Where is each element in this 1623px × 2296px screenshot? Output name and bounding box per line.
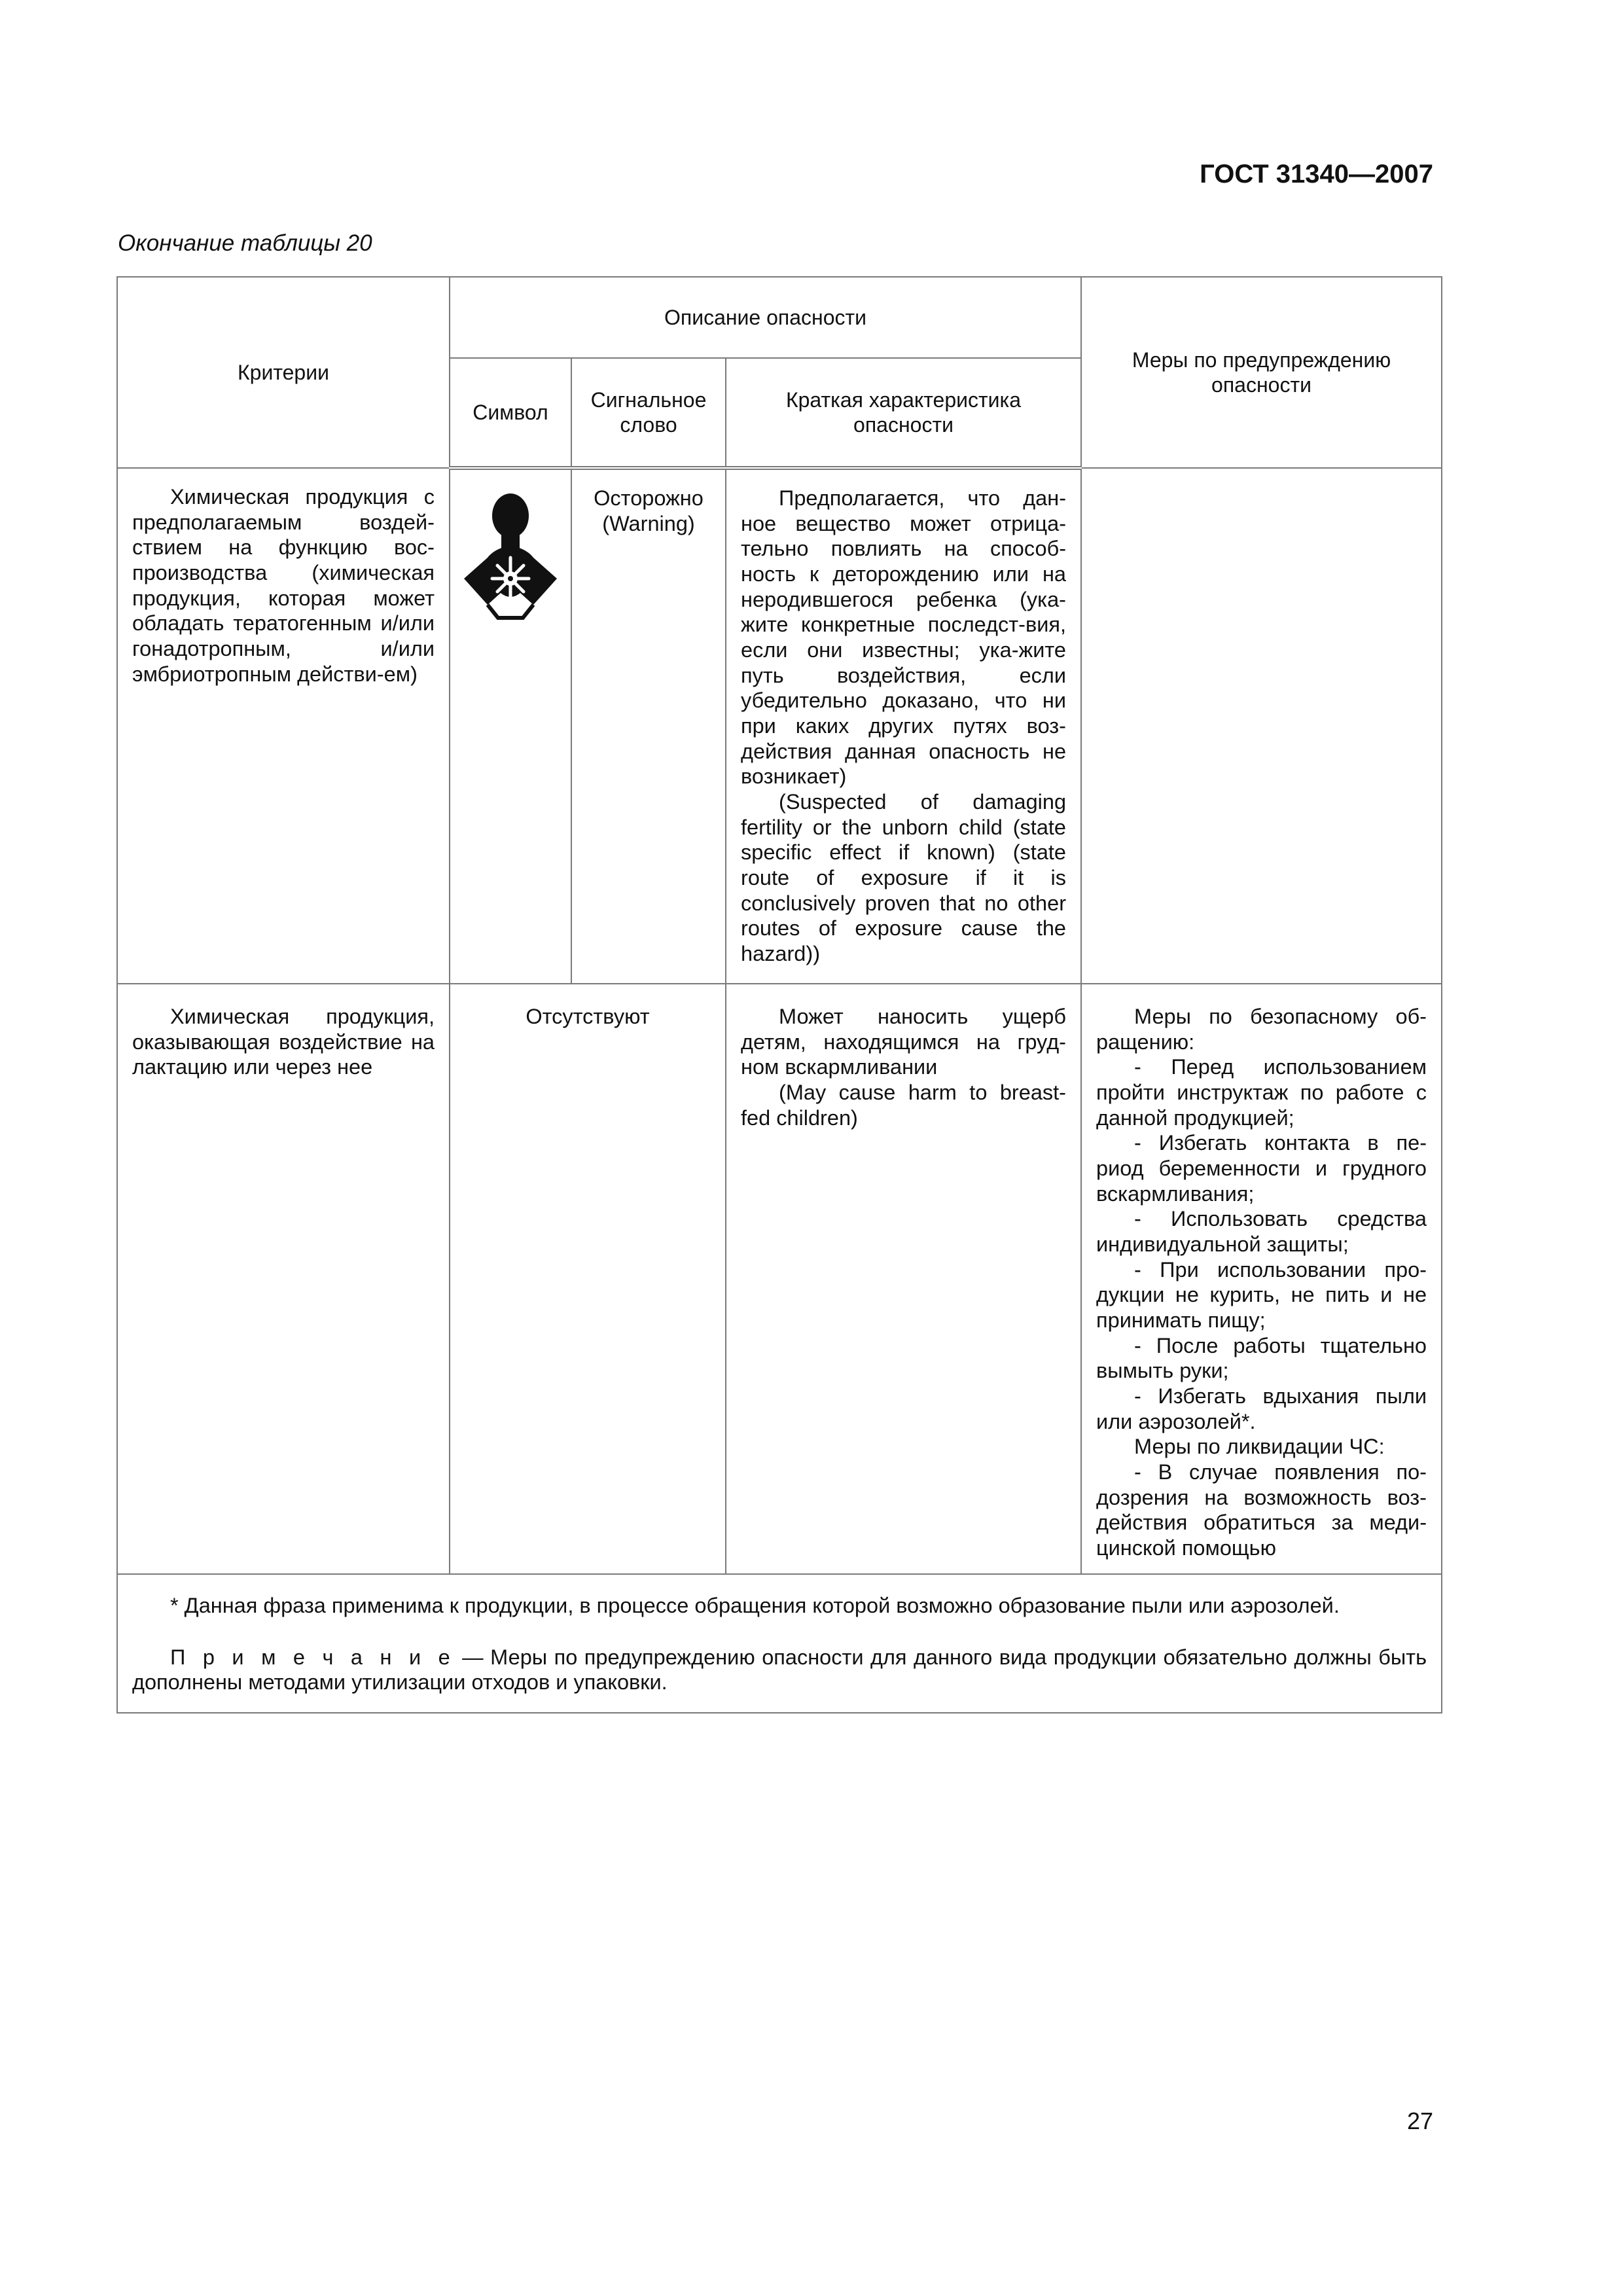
- header-criteria: Критерии: [117, 277, 450, 468]
- characteristic-cell: [726, 984, 1081, 1574]
- criteria-cell: [117, 984, 450, 1574]
- table-row: [117, 984, 1442, 1574]
- header-hazard-description: Описание опасности: [450, 277, 1081, 358]
- table-row: [117, 468, 1442, 984]
- footnote: * Данная фраза применима к продукции, в процессе обращения которой возможно образование пыли или аэрозолей.: [170, 1594, 1340, 1617]
- measures-item: - После работы тщательно вымыть руки;: [1096, 1333, 1427, 1383]
- table-caption: Окончание таблицы 20: [118, 230, 372, 256]
- signal-word-cell: [571, 468, 726, 984]
- measures-item: - В случае появления по-дозрения на возможность воз-действия обратиться за меди-цинской помощью: [1096, 1460, 1427, 1560]
- measures-item: Меры по безопасному об-ращению:: [1096, 1005, 1427, 1054]
- header-brief-characteristic: Краткая характеристика опасности: [726, 358, 1081, 468]
- measures-item: - При использовании про-дукции не курить, не пить и не принимать пищу;: [1096, 1257, 1427, 1333]
- symbol-signal-cell: Отсутствуют: [450, 984, 726, 1574]
- characteristic-ru: Может наносить ущерб детям, находящимся на груд-ном вскармливании: [741, 1005, 1067, 1079]
- criteria-text: Химическая продукция, оказывающая воздействие на лактацию или через нее: [132, 1005, 435, 1079]
- signal-word: Осторожно: [594, 486, 704, 510]
- header-prevention-measures: Меры по предупреждению опасности: [1081, 277, 1442, 468]
- criteria-cell: [117, 468, 450, 984]
- measures-item: - Перед использованием пройти инструктаж по работе с данной продукцией;: [1096, 1055, 1427, 1130]
- symbol-cell: [450, 468, 571, 984]
- header-signal-word: Сигнальное слово: [571, 358, 726, 468]
- measures-item: - Использовать средства индивидуальной защиты;: [1096, 1207, 1427, 1257]
- criteria-text: Химическая продукция с предполагаемым воздей-ствием на функцию вос-производства (химическая продукция, которая может обладать тератогенным и/или гонадотропным, и/или эмбриотропным действи-ем): [132, 485, 435, 686]
- characteristic-en: (Suspected of damaging fertility or the unborn child (state specific effect if known) (state route of exposure if it is conclusively proven that no other routes of exposure cause the hazard)): [741, 790, 1067, 966]
- characteristic-cell: [726, 468, 1081, 984]
- hazard-table: [116, 276, 1442, 1713]
- measures-item: - Избегать контакта в пе-риод беременности и грудного вскармливания;: [1096, 1131, 1427, 1206]
- note-label: П р и м е ч а н и е: [170, 1645, 455, 1669]
- header-symbol: Символ: [450, 358, 571, 468]
- measures-item: Меры по ликвидации ЧС:: [1134, 1435, 1385, 1459]
- measures-cell: [1081, 984, 1442, 1574]
- characteristic-ru: Предполагается, что дан-ное вещество может отрица-тельно повлиять на способ-ность к деторождению или на неродившегося ребенка (ука-жите конкретные последст-вия, если они известны; ука-жите путь воздействия, если убедительно доказано, что ни при каких других путях воз-действия данная опасность не возникает): [741, 486, 1067, 789]
- characteristic-en: (May cause harm to breast-fed children): [741, 1081, 1067, 1130]
- note: [132, 1645, 1427, 1695]
- document-id: ГОСТ 31340—2007: [1200, 160, 1433, 188]
- signal-word-en: (Warning): [602, 511, 695, 535]
- measures-cell: [1081, 468, 1442, 984]
- note-text: — Меры по предупреждению опасности для данного вида продукции обязательно должны быть дополнены методами утилизации отходов и упаковки.: [132, 1645, 1427, 1695]
- notes-row: [117, 1574, 1442, 1713]
- health-hazard-icon: [461, 490, 560, 627]
- page-number: 27: [1406, 2108, 1433, 2134]
- notes-cell: [117, 1574, 1442, 1713]
- measures-item: - Избегать вдыхания пыли или аэрозолей*.: [1096, 1384, 1427, 1433]
